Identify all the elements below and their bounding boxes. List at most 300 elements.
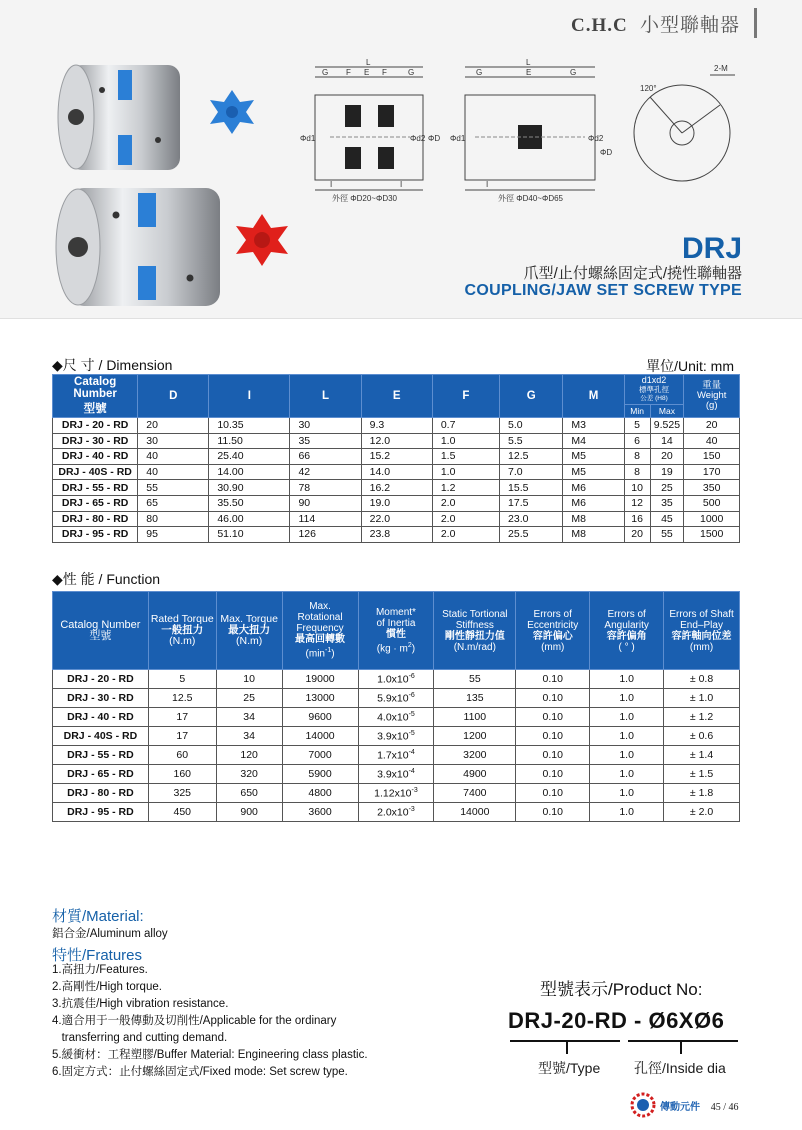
dimension-row (53, 433, 740, 449)
fcol-end-cn: 容許軸向位差 (671, 630, 732, 642)
catalog-cell: DRJ - 30 - RD (53, 689, 149, 708)
value-cell: 450 (148, 803, 216, 822)
value-cell: 51.10 (209, 527, 290, 543)
col-weight-unit: (g) (705, 400, 718, 411)
value-cell: ± 1.2 (664, 708, 740, 727)
value-cell: 126 (290, 527, 361, 543)
fcol-rated-cn: 一般扭力 (161, 624, 204, 636)
fcol-ang-unit: ( ° ) (618, 641, 635, 653)
dimension-section-title: ◆尺 寸 / Dimension (52, 357, 173, 373)
value-cell: M8 (563, 511, 624, 527)
value-cell: 5 (148, 670, 216, 689)
product-photo (40, 40, 300, 310)
value-cell: 16 (624, 511, 650, 527)
large-coupling-image (56, 188, 220, 306)
drawing-large-type (450, 58, 612, 203)
catalog-cell: DRJ - 95 - RD (53, 527, 138, 543)
col-catalog-cn: 型號 (83, 403, 107, 415)
value-cell: 0.7 (432, 418, 499, 434)
inertia-cell (358, 765, 434, 784)
value-cell: 40 (138, 449, 209, 465)
dim-F-1b: F (382, 68, 387, 77)
value-cell: 55 (138, 480, 209, 496)
value-cell: 350 (684, 480, 740, 496)
value-cell: 30.90 (209, 480, 290, 496)
value-cell: 45 (650, 511, 684, 527)
catalog-cell: DRJ - 80 - RD (53, 511, 138, 527)
product-name-cn: 爪型/止付螺絲固定式/撓性聯軸器 (523, 265, 742, 282)
inertia-base: 1.7x10 (377, 749, 409, 762)
value-cell: 0.10 (516, 708, 590, 727)
feature-item: 3.抗震佳/High vibration resistance. (52, 998, 229, 1010)
feature-item: transferring and cutting demand. (52, 1032, 228, 1044)
dim-L-1: L (366, 58, 371, 67)
type-bracket (510, 1040, 620, 1042)
dim-I-1: I (330, 180, 333, 189)
function-row (53, 784, 740, 803)
fcol-freq-unit: (min (305, 648, 325, 660)
value-cell: 12 (624, 495, 650, 511)
value-cell: 9.3 (361, 418, 432, 434)
fcol-max (216, 592, 282, 670)
dim-D-2: ΦD (600, 148, 613, 157)
type-bracket-stem (566, 1040, 568, 1054)
value-cell: 325 (148, 784, 216, 803)
value-cell: 60 (148, 746, 216, 765)
footer-brand: 傳動元件 (660, 1102, 700, 1113)
col-bore (624, 375, 684, 405)
value-cell: 14.00 (209, 464, 290, 480)
value-cell: 25 (216, 689, 282, 708)
inertia-cell (358, 708, 434, 727)
value-cell: 19000 (282, 670, 358, 689)
value-cell: 95 (138, 527, 209, 543)
value-cell: 19 (650, 464, 684, 480)
value-cell: 5.0 (500, 418, 563, 434)
dim-L-2: L (526, 58, 531, 67)
unit-label: 單位/Unit: mm (646, 358, 734, 374)
gear-logo-icon (630, 1092, 656, 1118)
col-max: Max (650, 405, 684, 418)
col-catalog-en: Catalog Number (73, 376, 117, 400)
value-cell: 13000 (282, 689, 358, 708)
function-row (53, 670, 740, 689)
fcol-inertia-2: of Inertia (376, 617, 416, 629)
page-number: 45 / 46 (710, 1102, 739, 1113)
small-coupling-image (58, 65, 180, 170)
value-cell: 4800 (282, 784, 358, 803)
function-table (52, 591, 740, 822)
fcol-stiffness (434, 592, 516, 670)
inertia-exponent: -4 (408, 767, 415, 775)
col-weight (684, 375, 740, 418)
value-cell: 9.525 (650, 418, 684, 434)
dim-F-1: F (346, 68, 351, 77)
dim-G-2: G (476, 68, 483, 77)
value-cell: 55 (650, 527, 684, 543)
fcol-freq-cn: 最高回轉數 (295, 634, 346, 646)
fcol-inertia-cn: 慣性 (385, 628, 406, 640)
value-cell: 1.0 (432, 464, 499, 480)
inertia-exponent: -3 (408, 805, 415, 813)
value-cell: 17.5 (500, 495, 563, 511)
dimension-row (53, 464, 740, 480)
col-D: D (138, 375, 209, 418)
material-text: 鋁合金/Aluminum alloy (52, 928, 168, 940)
value-cell: 20 (684, 418, 740, 434)
value-cell: 1.0 (590, 727, 664, 746)
type-label: 型號/Type (538, 1060, 601, 1076)
inertia-base: 1.12x10 (374, 787, 412, 800)
catalog-cell: DRJ - 20 - RD (53, 418, 138, 434)
value-cell: 10.35 (209, 418, 290, 434)
value-cell: 10 (624, 480, 650, 496)
fcol-end-2: End–Play (680, 619, 723, 631)
inertia-cell (358, 727, 434, 746)
value-cell: 25 (650, 480, 684, 496)
value-cell: 1.2 (432, 480, 499, 496)
value-cell: 20 (650, 449, 684, 465)
inertia-cell (358, 689, 434, 708)
inertia-base: 4.0x10 (377, 711, 409, 724)
fcol-stiff-1: Static Tortional (442, 608, 508, 620)
dia-bracket-stem (680, 1040, 682, 1054)
value-cell: 5.5 (500, 433, 563, 449)
value-cell: 90 (290, 495, 361, 511)
value-cell: 10 (216, 670, 282, 689)
fcol-inertia-1: Moment* (375, 606, 416, 618)
inertia-base: 5.9x10 (377, 692, 409, 705)
value-cell: 15.2 (361, 449, 432, 465)
fcol-max-unit: (N.m) (236, 635, 263, 647)
fcol-ang-cn: 容許偏角 (606, 630, 647, 642)
value-cell: 0.10 (516, 765, 590, 784)
value-cell: 900 (216, 803, 282, 822)
dim-d1-2: Φd1 (450, 134, 466, 143)
value-cell: 1.0 (590, 708, 664, 727)
value-cell: 22.0 (361, 511, 432, 527)
fcol-rated (148, 592, 216, 670)
value-cell: 80 (138, 511, 209, 527)
value-cell: M4 (563, 433, 624, 449)
fcol-end-unit: (mm) (689, 641, 714, 653)
value-cell: 66 (290, 449, 361, 465)
dim-I-2: I (486, 180, 489, 189)
value-cell: ± 1.0 (664, 689, 740, 708)
value-cell: 7.0 (500, 464, 563, 480)
col-bore-cn: 標準孔徑 (639, 385, 670, 394)
dim-G-1b: G (408, 68, 415, 77)
value-cell: 12.5 (148, 689, 216, 708)
value-cell: 20 (138, 418, 209, 434)
fcol-freq-2: Rotational (297, 612, 343, 624)
value-cell: 170 (684, 464, 740, 480)
value-cell: 1500 (684, 527, 740, 543)
value-cell: 14.0 (361, 464, 432, 480)
fcol-frequency (282, 592, 358, 670)
value-cell: 1.0 (590, 803, 664, 822)
col-weight-en: Weight (696, 390, 727, 401)
value-cell: ± 0.6 (664, 727, 740, 746)
value-cell: 150 (684, 449, 740, 465)
fcol-inertia-unit-wrap: $(kg \cdot m^2)$ (376, 641, 416, 655)
col-E: E (361, 375, 432, 418)
inertia-exponent: -6 (408, 691, 415, 699)
value-cell: 8 (624, 464, 650, 480)
value-cell: 23.0 (500, 511, 563, 527)
product-no-label: 型號表示/Product No: (540, 980, 703, 999)
function-section-title: ◆性 能 / Function (52, 571, 161, 587)
value-cell: ± 1.5 (664, 765, 740, 784)
red-spider-image (236, 214, 288, 266)
value-cell: ± 1.4 (664, 746, 740, 765)
fcol-stiff-unit: (N.m/rad) (453, 641, 496, 653)
value-cell: 500 (684, 495, 740, 511)
technical-drawings (290, 55, 750, 210)
value-cell: 120 (216, 746, 282, 765)
value-cell: 19.0 (361, 495, 432, 511)
drawing-end-view (634, 64, 735, 181)
catalog-cell: DRJ - 95 - RD (53, 803, 149, 822)
col-catalog-number (53, 375, 138, 418)
value-cell: 25.5 (500, 527, 563, 543)
value-cell: 34 (216, 727, 282, 746)
inertia-cell (358, 670, 434, 689)
inertia-exponent: -3 (411, 786, 418, 794)
value-cell: 5900 (282, 765, 358, 784)
value-cell: 42 (290, 464, 361, 480)
features-title: 特性/Fratures (52, 947, 143, 964)
value-cell: 1000 (684, 511, 740, 527)
feature-item: 4.適合用于一般傳動及切削性/Applicable for the ordinary (52, 1015, 337, 1027)
value-cell: 35 (290, 433, 361, 449)
dimension-table (52, 374, 740, 543)
value-cell: 14000 (434, 803, 516, 822)
function-row (53, 746, 740, 765)
value-cell: 17 (148, 727, 216, 746)
category-title: 小型聯軸器 (639, 15, 740, 36)
fcol-freq-unit-wrap: $(\min^{-1})$ (305, 647, 335, 660)
feature-item: 6.固定方式：止付螺絲固定式/Fixed mode: Set screw type. (52, 1066, 348, 1078)
fcol-eccentricity (516, 592, 590, 670)
catalog-cell: DRJ - 30 - RD (53, 433, 138, 449)
dim-d1-1: Φd1 (300, 134, 316, 143)
value-cell: 65 (138, 495, 209, 511)
value-cell: 35.50 (209, 495, 290, 511)
catalog-cell: DRJ - 40S - RD (53, 727, 149, 746)
value-cell: 1.0 (590, 784, 664, 803)
product-no-code: DRJ-20-RD - Ø6XØ6 (508, 1008, 725, 1033)
value-cell: 7000 (282, 746, 358, 765)
value-cell: 30 (290, 418, 361, 434)
dim-I-1b: I (400, 180, 403, 189)
dim-screw: 2-M (714, 64, 728, 73)
fcol-max-cn: 最大扭力 (228, 624, 271, 636)
value-cell: M6 (563, 495, 624, 511)
value-cell: 14000 (282, 727, 358, 746)
catalog-cell: DRJ - 40S - RD (53, 464, 138, 480)
blue-spider-image (210, 90, 254, 134)
fcol-rated-unit: (N.m) (169, 635, 196, 647)
value-cell: 0.10 (516, 727, 590, 746)
col-I: I (209, 375, 290, 418)
value-cell: 1.0 (432, 433, 499, 449)
fcol-inertia-unit: (kg · m (376, 643, 408, 655)
value-cell: 1.0 (590, 765, 664, 784)
inertia-exponent: -5 (408, 710, 415, 718)
product-name-en: COUPLING/JAW SET SCREW TYPE (464, 282, 742, 299)
value-cell: 55 (434, 670, 516, 689)
inertia-cell (358, 746, 434, 765)
dim-d2-2: Φd2 (588, 134, 604, 143)
fcol-stiff-2: Stiffness (455, 619, 494, 631)
value-cell: 650 (216, 784, 282, 803)
fcol-inertia (358, 592, 434, 670)
dim-E-1: E (364, 68, 370, 77)
value-cell: 0.10 (516, 803, 590, 822)
fcol-freq-3: Frequency (296, 623, 344, 635)
catalog-cell: DRJ - 55 - RD (53, 746, 149, 765)
product-code-title: DRJ (681, 232, 742, 265)
value-cell: 12.5 (500, 449, 563, 465)
fcol-ang-2: Angularity (604, 619, 649, 631)
col-d1xd2: d1xd2 (641, 375, 667, 385)
feature-item: 1.高扭力/Features. (52, 964, 148, 976)
catalog-cell: DRJ - 55 - RD (53, 480, 138, 496)
value-cell: 20 (624, 527, 650, 543)
drawing-large-caption: 外徑 ΦD40~ΦD65 (498, 194, 564, 203)
material-title: 材質/Material: (52, 908, 144, 925)
value-cell: 135 (434, 689, 516, 708)
value-cell: M5 (563, 464, 624, 480)
value-cell: 40 (684, 433, 740, 449)
value-cell: 0.10 (516, 784, 590, 803)
value-cell: 12.0 (361, 433, 432, 449)
features-list (52, 962, 452, 1081)
inertia-exponent: -5 (408, 729, 415, 737)
fcol-catalog-cn: 型號 (89, 629, 112, 642)
catalog-cell: DRJ - 80 - RD (53, 784, 149, 803)
dimension-row (53, 511, 740, 527)
function-row (53, 708, 740, 727)
col-weight-cn: 重量 (702, 380, 722, 391)
fcol-stiff-cn: 剛性靜扭力值 (444, 630, 505, 642)
fcol-ang-1: Errors of (607, 608, 646, 620)
brand-logo-text: C.H.C (570, 15, 628, 36)
fcol-ecc-1: Errors of (533, 608, 572, 620)
inertia-base: 2.0x10 (377, 806, 409, 819)
catalog-cell: DRJ - 65 - RD (53, 765, 149, 784)
fcol-endplay (664, 592, 740, 670)
inertia-exponent: -4 (408, 748, 415, 756)
catalog-cell: DRJ - 65 - RD (53, 495, 138, 511)
col-min: Min (624, 405, 650, 418)
value-cell: 1.5 (432, 449, 499, 465)
value-cell: 9600 (282, 708, 358, 727)
value-cell: 25.40 (209, 449, 290, 465)
value-cell: 4900 (434, 765, 516, 784)
value-cell: 0.10 (516, 746, 590, 765)
fcol-ecc-unit: (mm) (541, 641, 565, 653)
value-cell: 14 (650, 433, 684, 449)
dim-G-1: G (322, 68, 329, 77)
value-cell: 3600 (282, 803, 358, 822)
catalog-cell: DRJ - 40 - RD (53, 708, 149, 727)
col-M: M (563, 375, 624, 418)
value-cell: 6 (624, 433, 650, 449)
value-cell: 17 (148, 708, 216, 727)
value-cell: 30 (138, 433, 209, 449)
dim-D-1: ΦD (428, 134, 441, 143)
value-cell: 8 (624, 449, 650, 465)
dimension-row (53, 449, 740, 465)
fcol-ecc-cn: 容許偏心 (532, 630, 573, 642)
value-cell: 2.0 (432, 527, 499, 543)
value-cell: 11.50 (209, 433, 290, 449)
catalog-cell: DRJ - 40 - RD (53, 449, 138, 465)
function-row (53, 765, 740, 784)
value-cell: 16.2 (361, 480, 432, 496)
dimension-row (53, 527, 740, 543)
value-cell: 0.10 (516, 670, 590, 689)
value-cell: M3 (563, 418, 624, 434)
feature-item: 2.高剛性/High torque. (52, 981, 162, 993)
drawing-small-type (300, 58, 440, 203)
value-cell: M6 (563, 480, 624, 496)
value-cell: ± 0.8 (664, 670, 740, 689)
value-cell: 1200 (434, 727, 516, 746)
feature-item: 5.緩衝材：工程塑膠/Buffer Material: Engineering class plastic. (52, 1049, 368, 1061)
value-cell: 40 (138, 464, 209, 480)
value-cell: 5 (624, 418, 650, 434)
value-cell: 46.00 (209, 511, 290, 527)
value-cell: 7400 (434, 784, 516, 803)
value-cell: 0.10 (516, 689, 590, 708)
fcol-catalog (53, 592, 149, 670)
dia-bracket (628, 1040, 738, 1042)
dimension-row (53, 495, 740, 511)
col-bore-tol: 公差 (H8) (640, 395, 668, 402)
function-row (53, 803, 740, 822)
value-cell: 15.5 (500, 480, 563, 496)
header-brand (571, 10, 740, 37)
fcol-catalog-en: Catalog Number (60, 618, 141, 631)
fcol-freq-1: Max. (309, 601, 331, 613)
fcol-end-1: Errors of Shaft (669, 608, 734, 620)
catalog-cell: DRJ - 20 - RD (53, 670, 149, 689)
value-cell: 78 (290, 480, 361, 496)
col-F: F (432, 375, 499, 418)
value-cell: 2.0 (432, 511, 499, 527)
fcol-max-en: Max. Torque (220, 613, 278, 625)
value-cell: 1.0 (590, 689, 664, 708)
value-cell: ± 2.0 (664, 803, 740, 822)
value-cell: 1100 (434, 708, 516, 727)
value-cell: 34 (216, 708, 282, 727)
value-cell: M5 (563, 449, 624, 465)
drawing-small-caption: 外徑 ΦD20~ΦD30 (332, 194, 398, 203)
inertia-exponent: -6 (408, 672, 415, 680)
dim-E-2: E (526, 68, 532, 77)
col-G: G (500, 375, 563, 418)
fcol-rated-en: Rated Torque (150, 613, 214, 625)
col-L: L (290, 375, 361, 418)
value-cell: 320 (216, 765, 282, 784)
value-cell: 2.0 (432, 495, 499, 511)
value-cell: M8 (563, 527, 624, 543)
footer (660, 1098, 739, 1113)
function-row (53, 727, 740, 746)
